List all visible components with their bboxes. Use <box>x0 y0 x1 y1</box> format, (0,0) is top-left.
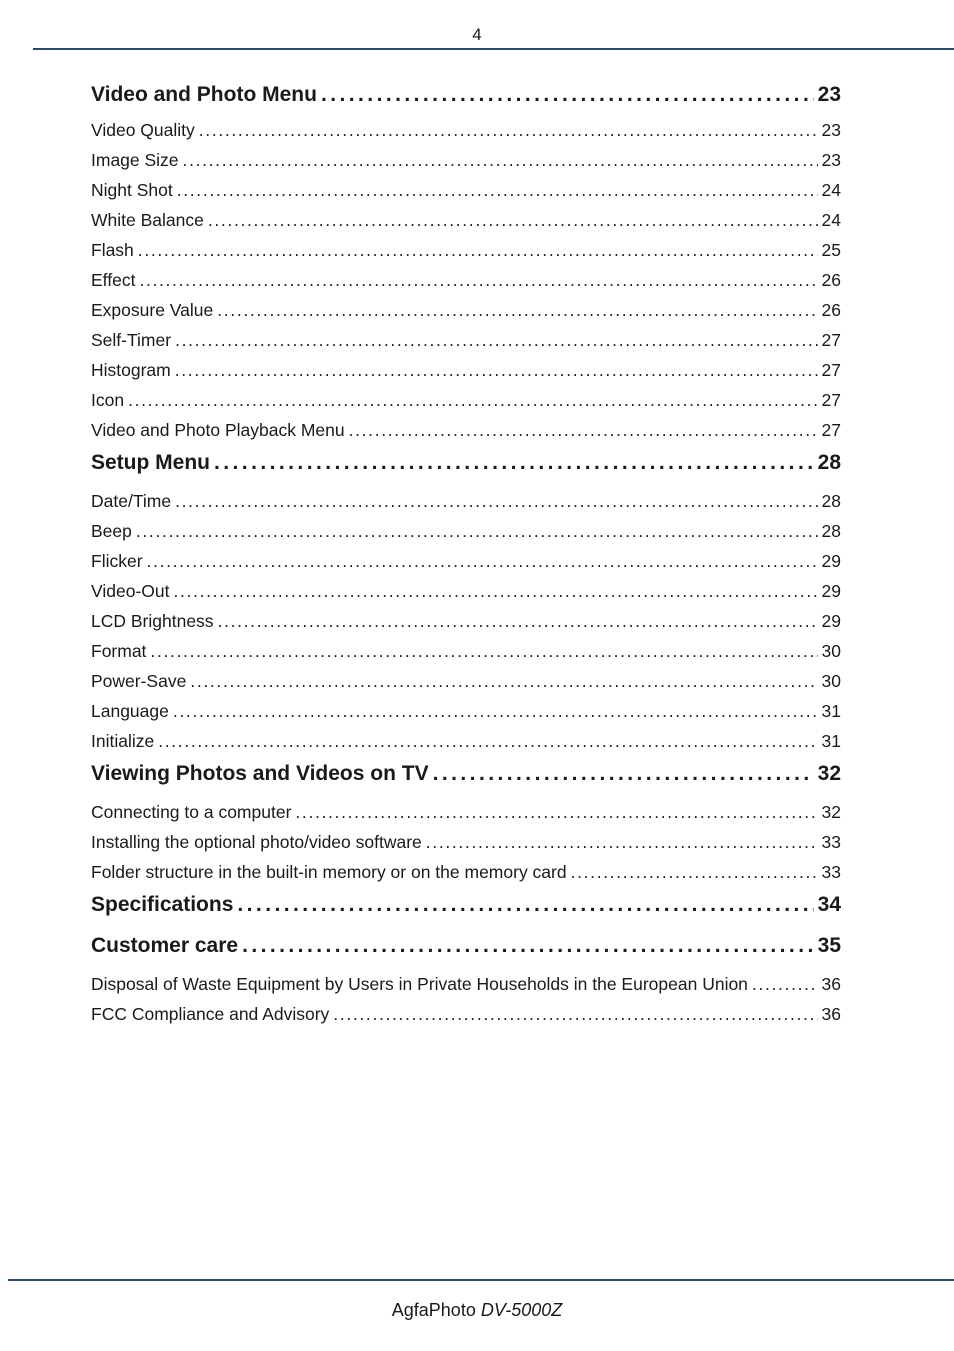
toc-entry-page: 26 <box>821 300 841 320</box>
toc-heading[interactable] <box>91 445 841 486</box>
dot-leader <box>128 385 817 415</box>
dot-leader <box>218 606 818 636</box>
toc-entry-page: 31 <box>821 701 841 721</box>
dot-leader <box>214 448 814 478</box>
toc-entry-page: 27 <box>821 360 841 380</box>
toc-entry[interactable] <box>91 797 841 827</box>
toc-entry[interactable] <box>91 857 841 887</box>
toc-entry-title: Flash <box>91 240 134 260</box>
toc-entry-page: 36 <box>821 974 841 994</box>
dot-leader <box>139 265 817 295</box>
toc-entry[interactable] <box>91 115 841 145</box>
toc-entry-page: 33 <box>821 832 841 852</box>
dot-leader <box>158 726 817 756</box>
toc-entry-title: Disposal of Waste Equipment by Users in Private Households in the European Union <box>91 974 748 994</box>
dot-leader <box>183 145 818 175</box>
toc-entry-page: 29 <box>821 581 841 601</box>
toc-heading-page: 35 <box>817 934 841 957</box>
toc-section <box>91 80 841 445</box>
dot-leader <box>295 797 817 827</box>
dot-leader <box>426 827 818 857</box>
toc-entry[interactable] <box>91 385 841 415</box>
toc-entry-page: 29 <box>821 611 841 631</box>
dot-leader <box>321 80 814 110</box>
toc-section <box>91 756 841 887</box>
toc-entry[interactable] <box>91 696 841 726</box>
dot-leader <box>136 516 818 546</box>
toc-entry[interactable] <box>91 175 841 205</box>
dot-leader <box>150 636 817 666</box>
toc-entry-page: 27 <box>821 420 841 440</box>
toc-section <box>91 928 841 1029</box>
toc-heading[interactable] <box>91 80 841 115</box>
dot-leader <box>175 355 818 385</box>
toc-entry[interactable] <box>91 355 841 385</box>
toc-section <box>91 445 841 756</box>
toc-entry[interactable] <box>91 295 841 325</box>
toc-entry-page: 23 <box>821 150 841 170</box>
toc-entry-title: Night Shot <box>91 180 173 200</box>
toc-entry-page: 28 <box>821 491 841 511</box>
dot-leader <box>175 325 817 355</box>
toc-entry-title: Exposure Value <box>91 300 214 320</box>
toc-entry[interactable] <box>91 235 841 265</box>
dot-leader <box>173 696 818 726</box>
footer-brand: AgfaPhoto <box>391 1300 476 1320</box>
toc-entry-title: Connecting to a computer <box>91 802 292 822</box>
toc-entry-page: 36 <box>821 1004 841 1024</box>
dot-leader <box>175 486 817 516</box>
toc-entry[interactable] <box>91 265 841 295</box>
toc-entry[interactable] <box>91 969 841 999</box>
toc-heading-page: 23 <box>817 83 841 106</box>
toc-entry-title: Format <box>91 641 147 661</box>
toc-entry-title: Beep <box>91 521 132 541</box>
toc-heading-title: Specifications <box>91 893 234 916</box>
dot-leader <box>333 999 817 1029</box>
toc-entry[interactable] <box>91 606 841 636</box>
toc-heading-title: Viewing Photos and Videos on TV <box>91 762 429 785</box>
toc-entry[interactable] <box>91 726 841 756</box>
toc-entry[interactable] <box>91 415 841 445</box>
toc-entry-page: 30 <box>821 641 841 661</box>
toc-entry-page: 31 <box>821 731 841 751</box>
toc-entry-title: Installing the optional photo/video software <box>91 832 422 852</box>
toc-entry-page: 26 <box>821 270 841 290</box>
toc-heading-title: Setup Menu <box>91 451 210 474</box>
toc-heading-page: 28 <box>817 451 841 474</box>
table-of-contents <box>91 80 841 1029</box>
toc-entry-title: Video Quality <box>91 120 195 140</box>
toc-entry-page: 28 <box>821 521 841 541</box>
toc-entry-title: FCC Compliance and Advisory <box>91 1004 330 1024</box>
toc-entry-page: 29 <box>821 551 841 571</box>
toc-entry[interactable] <box>91 636 841 666</box>
dot-leader <box>177 175 818 205</box>
dot-leader <box>199 115 818 145</box>
toc-entry-page: 25 <box>821 240 841 260</box>
dot-leader <box>433 759 814 789</box>
toc-entry-page: 24 <box>821 210 841 230</box>
toc-entry-page: 24 <box>821 180 841 200</box>
toc-entry-title: Histogram <box>91 360 171 380</box>
dot-leader <box>173 576 817 606</box>
toc-entry-title: Self-Timer <box>91 330 172 350</box>
toc-entry[interactable] <box>91 145 841 175</box>
page-footer <box>0 1298 954 1322</box>
dot-leader <box>138 235 818 265</box>
toc-entry[interactable] <box>91 666 841 696</box>
footer-model: DV-5000Z <box>480 1300 563 1320</box>
dot-leader <box>190 666 817 696</box>
toc-entry-page: 27 <box>821 390 841 410</box>
toc-entry[interactable] <box>91 576 841 606</box>
footer-rule <box>8 1279 954 1281</box>
toc-entry-title: Date/Time <box>91 491 172 511</box>
dot-leader <box>208 205 818 235</box>
dot-leader <box>242 931 814 961</box>
toc-heading-page: 34 <box>817 893 841 916</box>
toc-entry[interactable] <box>91 325 841 355</box>
toc-entry-title: Language <box>91 701 169 721</box>
dot-leader <box>217 295 817 325</box>
toc-entry-page: 33 <box>821 862 841 882</box>
dot-leader <box>349 415 818 445</box>
dot-leader <box>237 890 813 920</box>
toc-entry[interactable] <box>91 827 841 857</box>
toc-entry-title: Folder structure in the built-in memory or on the memory card <box>91 862 567 882</box>
header-rule <box>33 48 954 50</box>
toc-heading[interactable] <box>91 756 841 797</box>
toc-entry-title: Flicker <box>91 551 143 571</box>
dot-leader <box>752 969 818 999</box>
toc-entry-title: Video and Photo Playback Menu <box>91 420 345 440</box>
toc-entry[interactable] <box>91 546 841 576</box>
toc-heading-title: Customer care <box>91 934 239 957</box>
toc-entry-title: White Balance <box>91 210 204 230</box>
toc-entry-page: 23 <box>821 120 841 140</box>
dot-leader <box>147 546 818 576</box>
toc-entry-page: 27 <box>821 330 841 350</box>
toc-entry-page: 32 <box>821 802 841 822</box>
toc-entry[interactable] <box>91 516 841 546</box>
toc-entry-title: LCD Brightness <box>91 611 214 631</box>
toc-entry-title: Power-Save <box>91 671 187 691</box>
page-number: 4 <box>472 25 482 44</box>
toc-entry[interactable] <box>91 205 841 235</box>
toc-entry-page: 30 <box>821 671 841 691</box>
toc-heading-title: Video and Photo Menu <box>91 83 317 106</box>
toc-section <box>91 887 841 928</box>
toc-heading[interactable] <box>91 928 841 969</box>
toc-heading[interactable] <box>91 887 841 928</box>
toc-entry-title: Image Size <box>91 150 179 170</box>
toc-entry[interactable] <box>91 999 841 1029</box>
toc-entry-title: Video-Out <box>91 581 170 601</box>
toc-entry-title: Initialize <box>91 731 155 751</box>
toc-heading-page: 32 <box>817 762 841 785</box>
toc-entry-title: Effect <box>91 270 136 290</box>
toc-entry-title: Icon <box>91 390 125 410</box>
dot-leader <box>571 857 818 887</box>
toc-entry[interactable] <box>91 486 841 516</box>
